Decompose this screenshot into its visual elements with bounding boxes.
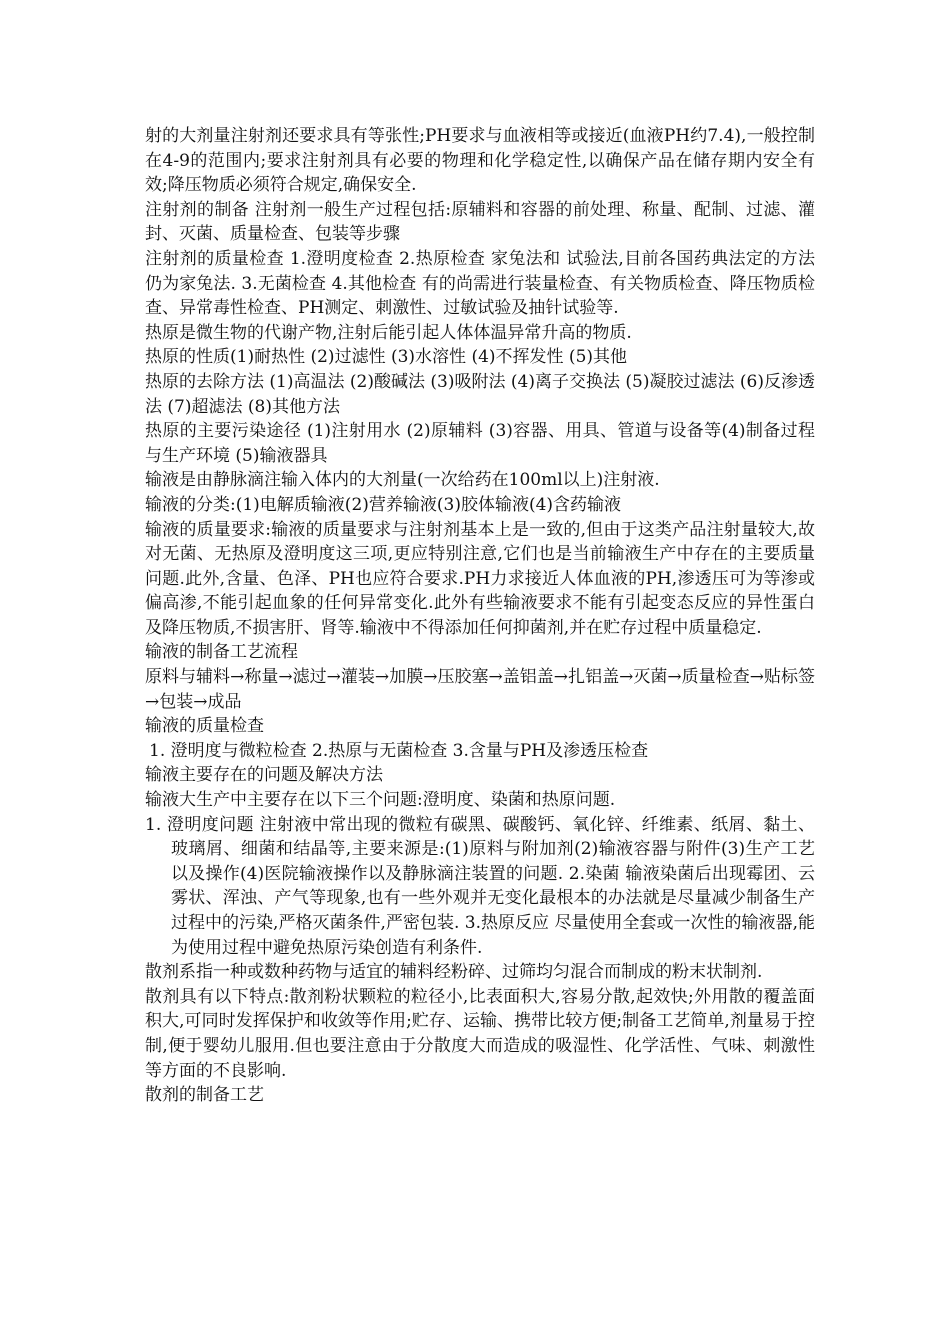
paragraph-infusion-definition: 输液是由静脉滴注输入体内的大剂量(一次给药在100ml以上)注射液.: [145, 470, 660, 491]
paragraph-infusion-problem-details: 1. 澄明度问题 注射液中常出现的微粒有碳黑、碳酸钙、氧化锌、纤维素、纸屑、黏土、玻璃屑、细菌和结晶等,主要来源是:(1)原料与附加剂(2)输液容器与附件(3)生产工艺以及操作(4)医院输液操作以及静脉滴注装置的问题. 2.染菌 输液染菌后出现霉团、云雾状、浑浊、产气等现象,也有一些外观并无变化最根本的办法就是尽量减少制备生产过程中的污染,严格灭菌条件,严密包装. 3.热原反应 尽量使用全套或一次性的输液器,能为使用过程中避免热原污染创造有利条件.: [145, 814, 815, 958]
paragraph-pyrogen-contamination: 热原的主要污染途径 (1)注射用水 (2)原辅料 (3)容器、用具、管道与设备等(4)制备过程与生产环境 (5)输液器具: [145, 421, 815, 466]
paragraph-injection-requirements: 射的大剂量注射剂还要求具有等张性;PH要求与血液相等或接近(血液PH约7.4),一般控制在4-9的范围内;要求注射剂具有必要的物理和化学稳定性,以确保产品在储存期内安全有效;降压物质必须符合规定,确保安全.: [145, 126, 815, 196]
heading-infusion-problems: 输液主要存在的问题及解决方法: [145, 765, 383, 786]
paragraph-pyrogen-properties: 热原的性质(1)耐热性 (2)过滤性 (3)水溶性 (4)不挥发性 (5)其他: [145, 347, 628, 368]
heading-infusion-process: 输液的制备工艺流程: [145, 642, 298, 663]
paragraph-injection-quality-check: 注射剂的质量检查 1.澄明度检查 2.热原检查 家兔法和 试验法,目前各国药典法定的方法仍为家兔法. 3.无菌检查 4.其他检查 有的尚需进行装量检查、有关物质检查、降压物质检查、异常毒性检查、PH测定、刺激性、过敏试验及抽针试验等.: [145, 248, 815, 319]
paragraph-infusion-quality-requirements: 输液的质量要求:输液的质量要求与注射剂基本上是一致的,但由于这类产品注射量较大,故对无菌、无热原及澄明度这三项,更应特别注意,它们也是当前输液生产中存在的主要质量问题.此外,含量、色泽、PH也应符合要求.PH力求接近人体血液的PH,渗透压可为等渗或偏高渗,不能引起血象的任何异常变化.此外有些输液要求不能有引起变态反应的异性蛋白及降压物质,不损害肝、肾等.输液中不得添加任何抑菌剂,并在贮存过程中质量稳定.: [145, 519, 815, 638]
paragraph-injection-preparation: 注射剂的制备 注射剂一般生产过程包括:原辅料和容器的前处理、称量、配制、过滤、灌封、灭菌、质量检查、包装等步骤: [145, 199, 815, 245]
paragraph-infusion-quality-items: 1. 澄明度与微粒检查 2.热原与无菌检查 3.含量与PH及渗透压检查: [149, 740, 649, 761]
heading-powder-process: 散剂的制备工艺: [145, 1085, 264, 1106]
paragraph-infusion-classification: 输液的分类:(1)电解质输液(2)营养输液(3)胶体输液(4)含药输液: [145, 494, 622, 515]
paragraph-pyrogen-definition: 热原是微生物的代谢产物,注射后能引起人体体温异常升高的物质.: [145, 322, 632, 343]
paragraph-powder-definition: 散剂系指一种或数种药物与适宜的辅料经粉碎、过筛均匀混合而制成的粉末状制剂.: [145, 962, 763, 983]
paragraph-infusion-main-problems: 输液大生产中主要存在以下三个问题:澄明度、染菌和热原问题.: [145, 790, 616, 811]
heading-infusion-quality-check: 输液的质量检查: [145, 716, 264, 737]
document-body: [145, 124, 815, 1108]
paragraph-infusion-process-flow: 原料与辅料→称量→滤过→灌装→加膜→压胶塞→盖铝盖→扎铝盖→灭菌→质量检查→贴标签→包装→成品: [145, 667, 815, 712]
paragraph-powder-features: 散剂具有以下特点:散剂粉状颗粒的粒径小,比表面积大,容易分散,起效快;外用散的覆盖面积大,可同时发挥保护和收敛等作用;贮存、运输、携带比较方便;制备工艺简单,剂量易于控制,便于婴幼儿服用.但也要注意由于分散度大而造成的吸湿性、化学活性、气味、刺激性等方面的不良影响.: [145, 986, 815, 1081]
paragraph-pyrogen-removal: 热原的去除方法 (1)高温法 (2)酸碱法 (3)吸附法 (4)离子交换法 (5)凝胶过滤法 (6)反渗透法 (7)超滤法 (8)其他方法: [145, 371, 815, 417]
